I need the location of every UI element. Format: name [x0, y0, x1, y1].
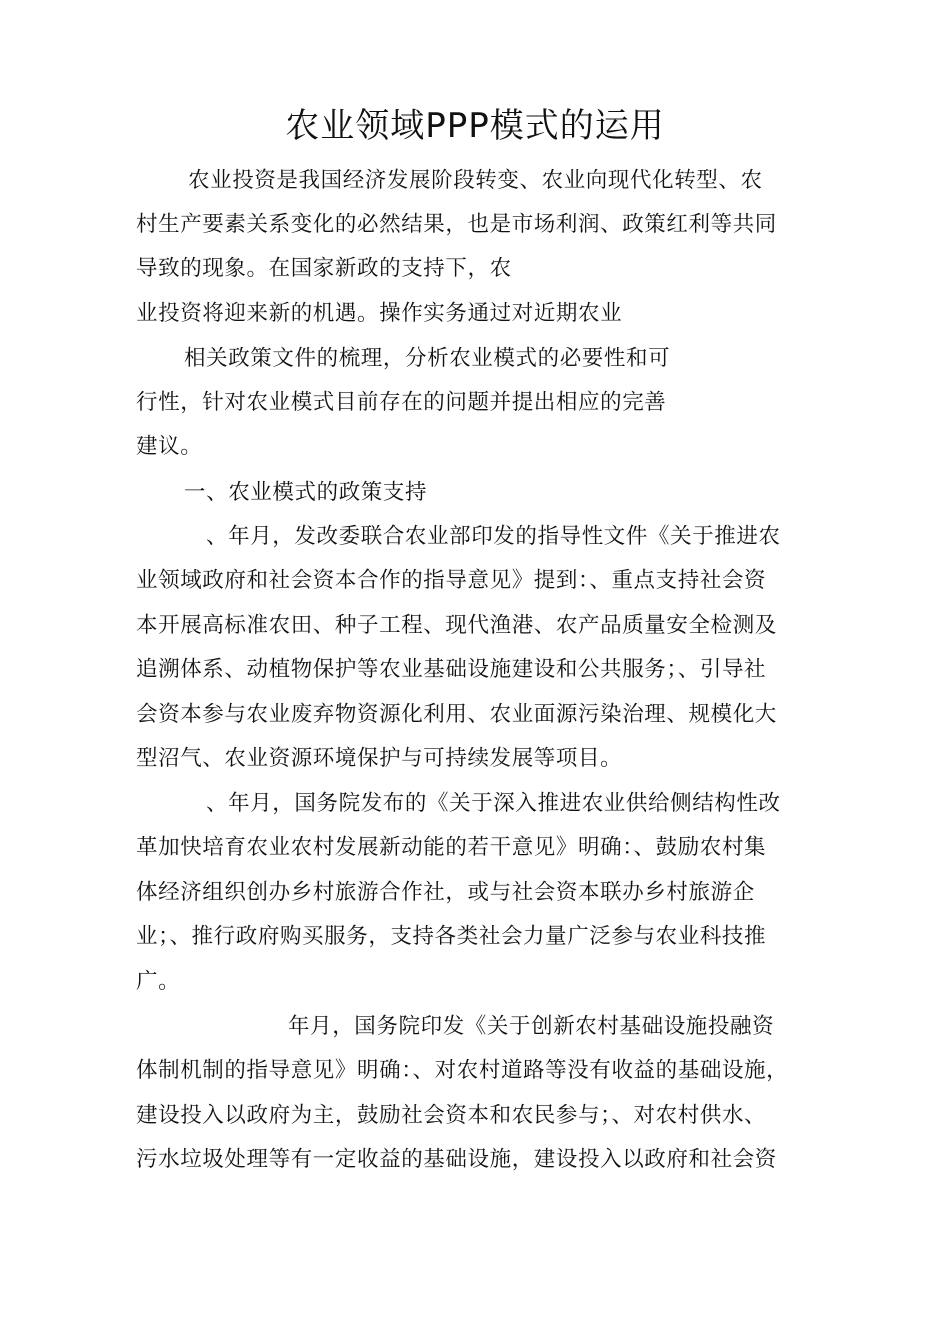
paragraph-line: 本开展高标准农田、种子工程、现代渔港、农产品质量安全检测及	[136, 613, 777, 638]
paragraph-line: 相关政策文件的梳理，分析农业模式的必要性和可	[184, 346, 671, 371]
paragraph-line: 、年月，发改委联合农业部印发的指导性文件《关于推进农	[206, 524, 781, 549]
paragraph-line: 建设投入以政府为主，鼓励社会资本和农民参与；、对农村供水、	[136, 1103, 767, 1128]
section-heading: 一、农业模式的政策支持	[184, 480, 428, 505]
paragraph-line: 业；、推行政府购买服务，支持各类社会力量广泛参与农业科技推	[136, 924, 767, 949]
paragraph-line: 追溯体系、动植物保护等农业基础设施建设和公共服务；、引导社	[136, 657, 767, 682]
paragraph-line: 体制机制的指导意见》明确：、对农村道路等没有收益的基础设施，	[136, 1058, 789, 1083]
paragraph-line: 村生产要素关系变化的必然结果，也是市场利润、政策红利等共同	[136, 212, 777, 237]
paragraph-line: 革加快培育农业农村发展新动能的若干意见》明确：、鼓励农村集	[136, 835, 767, 860]
paragraph-line: 农业投资是我国经济发展阶段转变、农业向现代化转型、农	[188, 168, 763, 193]
paragraph-line: 年月，国务院印发《关于创新农村基础设施投融资	[288, 1014, 775, 1039]
paragraph-line: 广。	[136, 969, 181, 994]
paragraph-line: 导致的现象。在国家新政的支持下，农	[136, 256, 512, 281]
paragraph-line: 业投资将迎来新的机遇。操作实务通过对近期农业	[136, 301, 623, 326]
paragraph-line: 型沼气、农业资源环境保护与可持续发展等项目。	[136, 746, 623, 771]
paragraph-line: 污水垃圾处理等有一定收益的基础设施，建设投入以政府和社会资	[136, 1147, 777, 1172]
paragraph-line: 建议。	[136, 434, 203, 459]
document-title: 农业领域PPP模式的运用	[285, 106, 665, 146]
paragraph-line: 会资本参与农业废弃物资源化利用、农业面源污染治理、规模化大	[136, 702, 777, 727]
paragraph-line: 体经济组织创办乡村旅游合作社，或与社会资本联办乡村旅游企	[136, 880, 755, 905]
paragraph-line: 业领域政府和社会资本合作的指导意见》提到：、重点支持社会资	[136, 568, 767, 593]
paragraph-line: 行性，针对农业模式目前存在的问题并提出相应的完善	[136, 390, 667, 415]
paragraph-line: 、年月，国务院发布的《关于深入推进农业供给侧结构性改	[206, 791, 781, 816]
